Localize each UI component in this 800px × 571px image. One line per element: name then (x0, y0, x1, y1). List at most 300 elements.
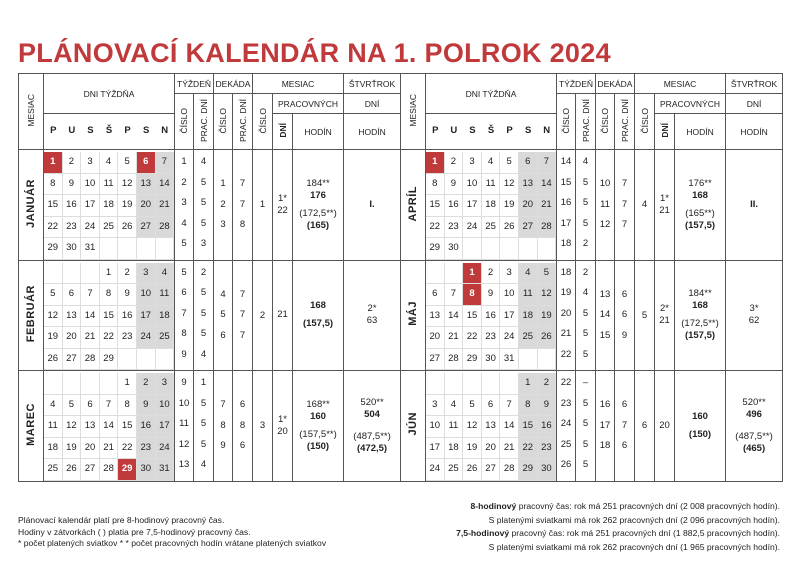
day-cell: 4 (100, 152, 119, 174)
day-cell (118, 238, 137, 260)
day-cell: 24 (81, 217, 100, 239)
day-cell: 30 (137, 459, 156, 481)
month-row (19, 371, 401, 482)
month-working-days: 21 (277, 309, 288, 321)
day-cell: 17 (137, 306, 156, 328)
decade-number: 18 (599, 440, 611, 451)
day-cell: 22 (426, 217, 445, 239)
header-weekdays: DNI TÝŽDŇA (426, 74, 557, 114)
day-cell (137, 349, 156, 371)
day-cell: 22 (100, 327, 119, 349)
day-cell: 25 (156, 327, 175, 349)
week-number: 23 (560, 397, 572, 409)
decade-number: 3 (220, 219, 226, 230)
day-cell: 14 (538, 174, 557, 196)
day-cell: 23 (538, 438, 557, 460)
day-cell: 4 (482, 152, 501, 174)
week-number: 5 (181, 238, 187, 249)
day-cell: 1 (463, 263, 482, 285)
day-cell: 10 (426, 416, 445, 438)
week-number: 10 (178, 397, 190, 409)
month-hours-line: (165) (306, 219, 330, 231)
quarter-value: 520** (742, 396, 766, 408)
day-cell (500, 238, 519, 260)
day-cell: 12 (118, 174, 137, 196)
day-cell: 2 (118, 263, 137, 285)
decade-number: 12 (599, 219, 611, 230)
day-cell: 8 (100, 284, 119, 306)
month-working-days: 22 (277, 204, 288, 216)
month-name-cell: MAREC (19, 371, 44, 482)
month-hours-line: 160 (310, 410, 326, 422)
month-row (401, 150, 783, 261)
day-cell: 6 (519, 152, 538, 174)
day-cell (519, 349, 538, 371)
decade-number: 5 (220, 309, 226, 320)
day-cell: 21 (500, 438, 519, 460)
month-hours-line: (150) (306, 440, 330, 452)
quarter-cell (726, 371, 783, 482)
decade-working-days: 6 (621, 440, 628, 451)
day-grid (44, 152, 174, 260)
decade-number: 8 (220, 419, 226, 431)
day-cell: 23 (445, 217, 464, 239)
day-cell: 9 (118, 284, 137, 306)
week-working-days: 2 (582, 266, 589, 278)
note-75h-text: pracovný čas: rok má 251 pracovných dní (1 882,5 pracovných hodín). (509, 528, 780, 538)
decade-number: 13 (599, 288, 611, 300)
day-cell: 7 (156, 152, 175, 174)
day-cell: 13 (81, 416, 100, 438)
week-number: 12 (178, 438, 190, 450)
month-hours-line: 184** (688, 288, 712, 300)
day-cell: 27 (63, 349, 82, 371)
day-cell: 16 (445, 195, 464, 217)
week-working-days: 5 (200, 418, 207, 429)
month-hours-line: 176** (688, 177, 712, 189)
day-cell: 6 (81, 395, 100, 417)
week-number: 22 (560, 377, 572, 388)
week-working-days: 5 (200, 176, 207, 188)
day-cell: 18 (156, 306, 175, 328)
day-cell: 11 (100, 174, 119, 196)
month-name-cell: FEBRUÁR (19, 260, 44, 371)
decade-number: 11 (600, 198, 610, 210)
header-working: PRACOVNÝCH (655, 94, 726, 114)
day-cell (538, 349, 557, 371)
day-cell: 7 (445, 284, 464, 306)
header-mon-hours: HODÍN (293, 114, 344, 150)
note-8h-line (456, 500, 780, 514)
note-line-3: * počet platených sviatkov * * počet pracovných hodín vrátane platených sviatkov (18, 538, 327, 548)
week-number: 9 (181, 348, 187, 360)
day-cell: 26 (63, 459, 82, 481)
day-cell: 31 (500, 349, 519, 371)
weekday-header: Š (105, 125, 113, 137)
week-working-days: 5 (200, 438, 207, 450)
week-number: 2 (181, 176, 187, 188)
week-working-days: 5 (582, 217, 589, 229)
day-cell: 13 (137, 174, 156, 196)
week-working-days: 5 (582, 328, 589, 339)
month-hours-line: (157,5) (684, 219, 716, 231)
week-number: 25 (560, 438, 572, 450)
week-working-days: 3 (200, 238, 207, 249)
day-cell: 1 (44, 152, 63, 174)
week-number: 13 (178, 459, 190, 470)
week-number: 26 (560, 459, 572, 470)
day-cell: 12 (538, 284, 557, 306)
day-cell (156, 349, 175, 371)
day-cell (519, 238, 538, 260)
decade-working-days: 7 (621, 198, 628, 210)
decade-number: 1 (220, 178, 226, 189)
day-cell: 29 (118, 459, 137, 481)
month-name-cell: APRÍL (401, 150, 426, 261)
weekday-header: N (543, 125, 551, 137)
day-cell: 7 (81, 284, 100, 306)
header-dec-num: ČÍSLO (214, 94, 233, 150)
day-cell (44, 373, 63, 395)
day-cell: 8 (44, 174, 63, 196)
header-week: TÝŽDEŇ (557, 74, 596, 94)
week-number: 6 (181, 287, 187, 298)
day-cell: 16 (118, 306, 137, 328)
weekday-header: N (161, 125, 169, 137)
day-cell: 27 (482, 459, 501, 481)
day-cell (500, 373, 519, 395)
header-mon-num: ČÍSLO (253, 94, 273, 150)
weekday-header: Š (487, 125, 495, 137)
week-working-days: – (582, 377, 589, 388)
header-week-days: PRAC. DNÍ (576, 94, 596, 150)
note-75h-line (456, 527, 780, 541)
quarter-value: 504 (364, 408, 380, 420)
day-cell: 28 (538, 217, 557, 239)
month-hours (675, 150, 726, 261)
day-cell: 24 (500, 327, 519, 349)
month-hours-line: (157,5) (302, 318, 334, 330)
day-cell: 8 (463, 284, 482, 306)
decade-number: 9 (220, 440, 226, 451)
decade-working-days: 6 (239, 440, 246, 451)
day-cell: 11 (445, 416, 464, 438)
decade-working-days: 7 (621, 178, 628, 189)
header-mon-days: DNÍ (273, 114, 293, 150)
month-working-days: 20 (277, 425, 288, 437)
weekday-header: S (142, 125, 150, 137)
day-cell (118, 349, 137, 371)
decade-working-days: 6 (621, 309, 628, 320)
month-name-cell: JÚN (401, 371, 426, 482)
day-cell: 27 (519, 217, 538, 239)
day-cell: 20 (63, 327, 82, 349)
week-working-days: 5 (582, 459, 589, 470)
week-working-days: 5 (582, 176, 589, 188)
week-number: 18 (560, 266, 572, 278)
day-cell: 24 (137, 327, 156, 349)
day-cell: 11 (44, 416, 63, 438)
day-cell (463, 238, 482, 260)
weekday-header: U (68, 125, 76, 137)
weekday-header: S (469, 125, 476, 137)
quarter-value: 3* (749, 303, 759, 315)
day-cell: 14 (156, 174, 175, 196)
week-working-days: 5 (582, 418, 589, 429)
day-cell: 24 (156, 438, 175, 460)
day-cell: 19 (538, 306, 557, 328)
day-cell: 29 (426, 238, 445, 260)
month-hours-line: 168** (306, 398, 330, 410)
day-cell: 19 (44, 327, 63, 349)
day-cell: 24 (426, 459, 445, 481)
quarter-value: (472,5) (356, 442, 388, 454)
day-cell: 28 (445, 349, 464, 371)
day-cell: 30 (482, 349, 501, 371)
day-cell: 10 (137, 284, 156, 306)
day-cell: 25 (100, 217, 119, 239)
day-cell (445, 373, 464, 395)
header-week: TÝŽDEŇ (175, 74, 214, 94)
day-cell: 21 (81, 327, 100, 349)
day-cell (426, 373, 445, 395)
header-q-days: DNÍ (344, 94, 401, 114)
day-cell: 3 (137, 263, 156, 285)
month-number: 3 (253, 371, 273, 482)
day-cell: 20 (426, 327, 445, 349)
day-cell: 16 (63, 195, 82, 217)
day-cell: 17 (156, 416, 175, 438)
day-cell: 27 (426, 349, 445, 371)
decade-working-days: 9 (621, 329, 628, 341)
month-row (19, 260, 401, 371)
month-hours (293, 371, 344, 482)
header-week-num: ČÍSLO (175, 94, 194, 150)
day-cell: 15 (44, 195, 63, 217)
day-cell: 3 (426, 395, 445, 417)
day-cell: 22 (463, 327, 482, 349)
week-number: 21 (560, 328, 572, 339)
day-cell: 23 (482, 327, 501, 349)
note-75h-holidays: S platenými sviatkami má rok 262 pracovných dní (1 965 pracovných hodín). (488, 541, 780, 552)
day-cell: 25 (482, 217, 501, 239)
day-grid (426, 263, 556, 371)
day-grid (426, 152, 556, 260)
month-hours (293, 150, 344, 261)
decade-number: 17 (599, 419, 611, 431)
month-number: 2 (253, 260, 273, 371)
day-cell: 17 (426, 438, 445, 460)
week-number: 22 (560, 348, 572, 360)
day-cell: 25 (519, 327, 538, 349)
month-hours-line: (165**) (685, 207, 715, 219)
day-cell (156, 238, 175, 260)
day-cell (482, 238, 501, 260)
day-cell: 27 (137, 217, 156, 239)
day-cell: 2 (445, 152, 464, 174)
calendar-table (18, 73, 401, 482)
week-working-days: 5 (582, 307, 589, 319)
header-mon-days: DNÍ (655, 114, 675, 150)
month-row (401, 260, 783, 371)
day-grid (426, 373, 556, 481)
day-cell: 7 (538, 152, 557, 174)
header-week-num: ČÍSLO (557, 94, 576, 150)
week-working-days: 4 (200, 156, 207, 167)
day-cell: 26 (463, 459, 482, 481)
day-cell: 26 (500, 217, 519, 239)
day-cell: 9 (137, 395, 156, 417)
day-cell: 22 (44, 217, 63, 239)
day-cell: 15 (118, 416, 137, 438)
week-working-days: 5 (200, 217, 207, 229)
day-cell (463, 373, 482, 395)
note-line-2: Hodiny v zátvorkách ( ) platia pre 7,5-hodinový pracovný čas. (18, 526, 251, 537)
day-cell: 8 (426, 174, 445, 196)
quarter-cell (344, 260, 401, 371)
month-hours (675, 371, 726, 482)
day-cell: 19 (500, 195, 519, 217)
calendar-q2 (400, 73, 782, 483)
header-decade: DEKÁDA (596, 74, 635, 94)
day-cell: 3 (156, 373, 175, 395)
week-number: 8 (181, 328, 187, 339)
day-cell: 2 (538, 373, 557, 395)
day-cell: 23 (137, 438, 156, 460)
week-number: 3 (181, 197, 187, 208)
day-cell: 8 (118, 395, 137, 417)
day-cell: 12 (500, 174, 519, 196)
day-cell: 23 (118, 327, 137, 349)
day-cell: 30 (445, 238, 464, 260)
day-cell (100, 373, 119, 395)
decade-number: 15 (599, 329, 611, 341)
month-paid-holidays: 2* (660, 303, 669, 315)
quarter-value: I. (369, 198, 375, 210)
day-cell: 28 (81, 349, 100, 371)
note-75h-label: 7,5-hodinový (456, 528, 510, 538)
day-cell: 19 (118, 195, 137, 217)
day-cell: 5 (538, 263, 557, 285)
note-8h-holidays: S platenými sviatkami má rok 262 pracovných dní (2 096 pracovných hodín). (488, 514, 780, 525)
day-cell: 28 (100, 459, 119, 481)
header-month: MESIAC (401, 74, 426, 150)
day-cell: 15 (519, 416, 538, 438)
day-cell: 15 (100, 306, 119, 328)
day-cell: 17 (500, 306, 519, 328)
day-cell: 16 (137, 416, 156, 438)
header-weekdays: DNI TÝŽDŇA (44, 74, 175, 114)
day-cell: 21 (445, 327, 464, 349)
day-cell: 18 (100, 195, 119, 217)
day-cell (63, 373, 82, 395)
week-working-days: 5 (200, 328, 207, 339)
day-cell: 28 (500, 459, 519, 481)
week-number: 9 (181, 377, 187, 388)
week-working-days: 4 (200, 459, 207, 470)
month-paid-holidays: 1* (278, 192, 287, 204)
day-cell: 25 (44, 459, 63, 481)
week-number: 16 (560, 197, 572, 208)
day-cell: 15 (426, 195, 445, 217)
day-cell: 19 (63, 438, 82, 460)
day-cell: 10 (463, 174, 482, 196)
day-cell: 29 (463, 349, 482, 371)
decade-working-days: 7 (239, 288, 246, 300)
week-number: 14 (560, 156, 572, 167)
decade-working-days: 7 (239, 198, 246, 210)
day-cell: 9 (482, 284, 501, 306)
calendar-table (400, 73, 783, 482)
quarter-value: 496 (746, 408, 762, 420)
day-cell: 2 (482, 263, 501, 285)
day-cell: 13 (63, 306, 82, 328)
day-cell: 14 (500, 416, 519, 438)
day-cell: 31 (156, 459, 175, 481)
header-decade: DEKÁDA (214, 74, 253, 94)
day-cell: 16 (538, 416, 557, 438)
decade-number: 16 (599, 399, 611, 410)
decade-working-days: 6 (239, 399, 246, 410)
day-cell: 24 (463, 217, 482, 239)
day-cell: 12 (44, 306, 63, 328)
month-number: 6 (635, 371, 655, 482)
month-row (19, 150, 401, 261)
day-cell (100, 238, 119, 260)
day-cell (538, 238, 557, 260)
decade-working-days: 7 (239, 178, 246, 189)
day-cell: 9 (538, 395, 557, 417)
day-cell: 6 (426, 284, 445, 306)
day-cell: 23 (63, 217, 82, 239)
day-cell: 14 (81, 306, 100, 328)
week-working-days: 4 (582, 287, 589, 298)
week-working-days: 1 (200, 377, 207, 388)
day-cell: 21 (156, 195, 175, 217)
weekday-header: P (432, 125, 439, 137)
quarter-value: (487,5**) (353, 430, 391, 442)
month-hours-line: 168 (692, 300, 708, 312)
header-working: PRACOVNÝCH (273, 94, 344, 114)
day-cell: 21 (100, 438, 119, 460)
day-cell: 5 (63, 395, 82, 417)
day-cell: 10 (156, 395, 175, 417)
week-working-days: 5 (582, 397, 589, 409)
day-cell: 4 (445, 395, 464, 417)
month-number: 4 (635, 150, 655, 261)
month-hours-line: (150) (688, 428, 712, 440)
month-number: 5 (635, 260, 655, 371)
day-cell: 10 (500, 284, 519, 306)
day-cell: 14 (445, 306, 464, 328)
week-working-days: 5 (582, 348, 589, 360)
quarter-cell (726, 150, 783, 261)
quarter-value: II. (750, 198, 758, 210)
day-cell (81, 373, 100, 395)
day-cell: 8 (519, 395, 538, 417)
notes-right (456, 500, 780, 554)
day-grid (44, 373, 174, 481)
day-cell: 5 (463, 395, 482, 417)
day-cell: 15 (463, 306, 482, 328)
week-number: 20 (560, 307, 572, 319)
day-cell: 26 (118, 217, 137, 239)
day-cell: 27 (81, 459, 100, 481)
day-cell: 28 (156, 217, 175, 239)
decade-working-days: 6 (621, 399, 628, 410)
page-title: PLÁNOVACÍ KALENDÁR NA 1. POLROK 2024 (18, 38, 611, 68)
header-q-hours: HODÍN (726, 114, 783, 150)
